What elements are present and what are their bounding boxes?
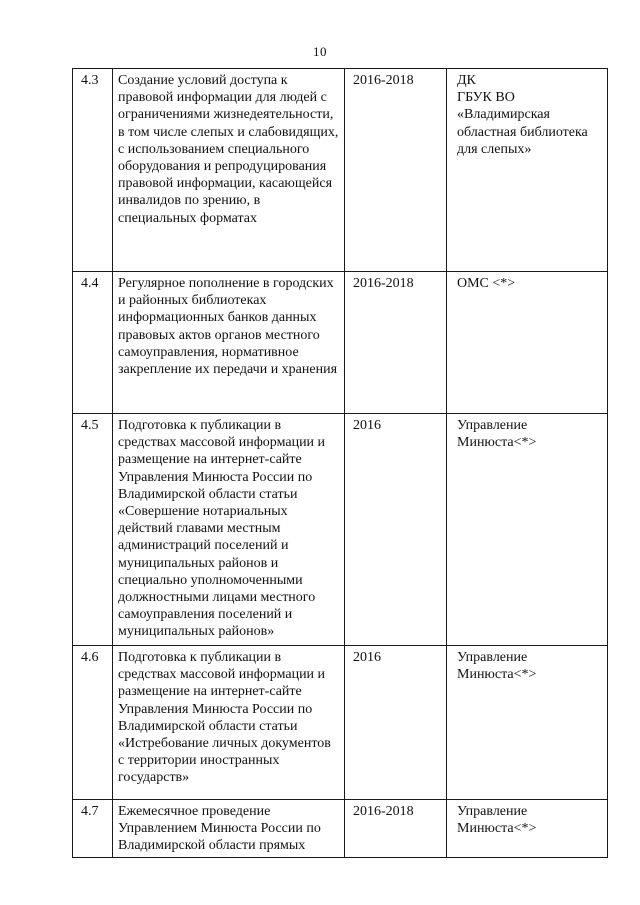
table-row (73, 646, 608, 800)
page-number: 10 (313, 44, 327, 59)
item-number: 4.4 (73, 272, 113, 414)
executor-line: Управление Минюста<*> (457, 804, 537, 837)
table-row (73, 272, 608, 414)
action-description: Регулярное пополнение в городских и районных библиотеках информационных банков данных правовых актов органов местного самоуправления, нормативное закрепление их передачи и хранения (113, 272, 345, 414)
executor (447, 646, 608, 800)
executor (447, 272, 608, 414)
executor (447, 414, 608, 646)
executor-line: Управление Минюста<*> (457, 418, 537, 451)
action-description: Ежемесячное проведение Управлением Минюста России по Владимирской области прямых (113, 800, 345, 858)
term-period: 2016 (345, 646, 447, 800)
executor-line: «Владимирская областная библиотека для слепых» (457, 107, 588, 157)
term-period: 2016-2018 (345, 69, 447, 272)
item-number: 4.7 (73, 800, 113, 858)
item-number: 4.3 (73, 69, 113, 272)
executor-line: Управление Минюста<*> (457, 650, 537, 683)
term-period: 2016-2018 (345, 800, 447, 858)
term-period: 2016 (345, 414, 447, 646)
item-number: 4.5 (73, 414, 113, 646)
executor-line: ДК (457, 73, 476, 88)
term-period: 2016-2018 (345, 272, 447, 414)
measures-table (72, 68, 608, 858)
executor-line: ГБУК ВО (457, 90, 515, 106)
action-description: Подготовка к публикации в средствах массовой информации и размещение на интернет-сайте Управления Минюста России по Владимирской области статьи «Совершение нотариальных действий главами местным администраций поселений и муниципальных районов и специально уполномоченными должностными лицами местного самоуправления поселений и муниципальных районов» (113, 414, 345, 646)
table-row (73, 800, 608, 858)
executor (447, 69, 608, 272)
action-description: Подготовка к публикации в средствах массовой информации и размещение на интернет-сайте Управления Минюста России по Владимирской области статьи «Истребование личных документов с территории иностранных государств» (113, 646, 345, 800)
action-description: Создание условий доступа к правовой информации для людей с ограничениями жизнедеятельности, в том числе слепых и слабовидящих, с использованием специального оборудования и репродуцирования правовой информации, касающейся инвалидов по зрению, в специальных форматах (113, 69, 345, 272)
executor-line: ОМС <*> (457, 276, 516, 291)
item-number: 4.6 (73, 646, 113, 800)
table-row (73, 414, 608, 646)
table-row (73, 69, 608, 272)
executor (447, 800, 608, 858)
